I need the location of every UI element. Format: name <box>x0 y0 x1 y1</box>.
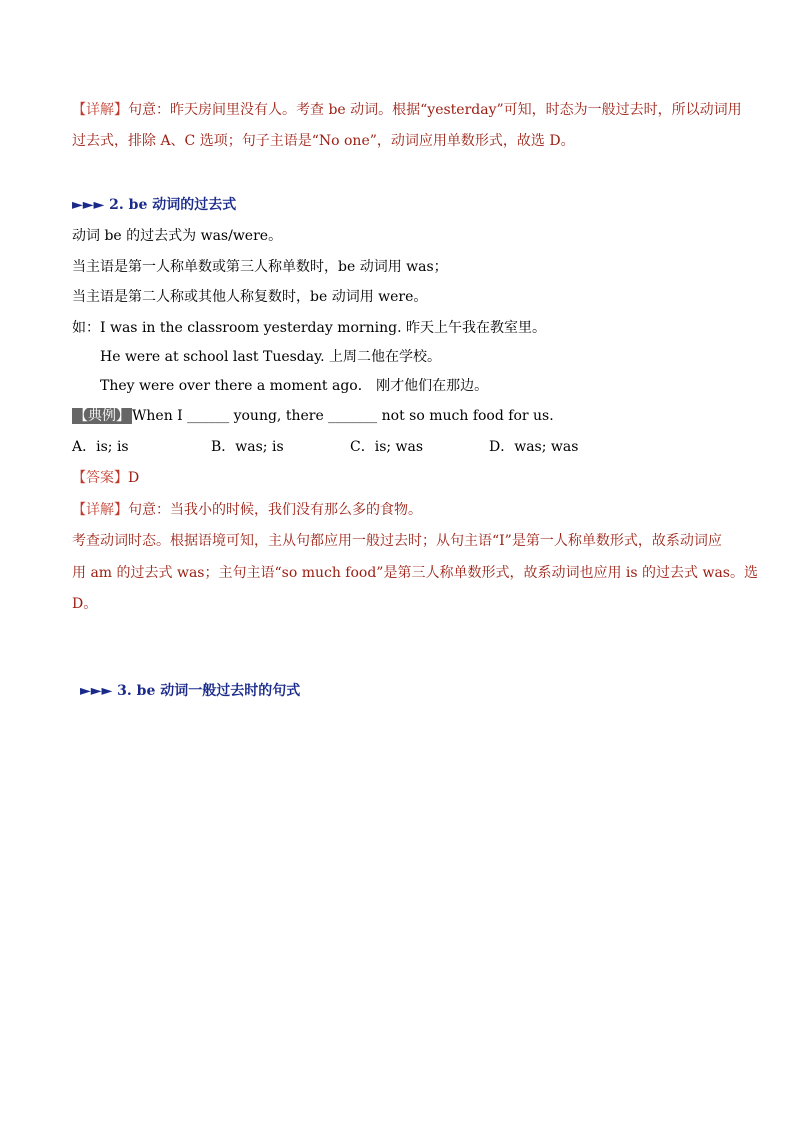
explain2-line2: 考查动词时态。根据语境可知，主从句都应用一般过去时；从句主语“I”是第一人称单数形式，故系动词应 <box>72 533 722 549</box>
answer-tag: 【答案】 <box>72 470 128 486</box>
answer-line <box>72 468 139 488</box>
explain2-tag: 【详解】 <box>72 502 128 518</box>
question-line <box>72 406 554 426</box>
explain1-text1: 句意：昨天房间里没有人。考查 be 动词。根据“yesterday”可知，时态为一般过去时，所以动词用 <box>128 102 742 118</box>
example-3: They were over there a moment ago． 刚才他们在那边。 <box>100 378 489 394</box>
options-row <box>72 437 628 457</box>
option-a: A．is; is <box>72 439 129 455</box>
section3-heading: ►►► 3. be 动词一般过去时的句式 <box>80 683 301 699</box>
example-1: 如：I was in the classroom yesterday morning. 昨天上午我在教室里。 <box>72 320 546 336</box>
rule-2: 当主语是第一人称单数或第三人称单数时，be 动词用 was； <box>72 259 448 275</box>
explain2-line4: D。 <box>72 596 98 612</box>
explain1-line2: 过去式，排除 A、C 选项；句子主语是“No one”，动词应用单数形式，故选 D。 <box>72 133 575 149</box>
option-d: D．was; was <box>489 439 579 455</box>
explain2-text1: 句意：当我小的时候，我们没有那么多的食物。 <box>128 502 422 518</box>
explain2-line1 <box>72 500 422 520</box>
answer-value: D <box>128 470 140 486</box>
example-2: He were at school last Tuesday. 上周二他在学校。 <box>100 349 442 365</box>
explain1-tag: 【详解】 <box>72 102 128 118</box>
rule-1: 动词 be 的过去式为 was/were。 <box>72 228 283 244</box>
explain1-line1 <box>72 100 742 120</box>
option-c: C．is; was <box>350 439 424 455</box>
rule-3: 当主语是第二人称或其他人称复数时，be 动词用 were。 <box>72 289 428 305</box>
question-tag: 【典例】 <box>74 408 130 424</box>
section2-heading: ►►► 2. be 动词的过去式 <box>72 197 237 213</box>
explain2-line3: 用 am 的过去式 was；主句主语“so much food”是第三人称单数形式，故系动词也应用 is 的过去式 was。选 <box>72 565 758 581</box>
question-text: When I ______ young, there _______ not so much food for us. <box>132 408 554 424</box>
option-b: B．was; is <box>211 439 284 455</box>
